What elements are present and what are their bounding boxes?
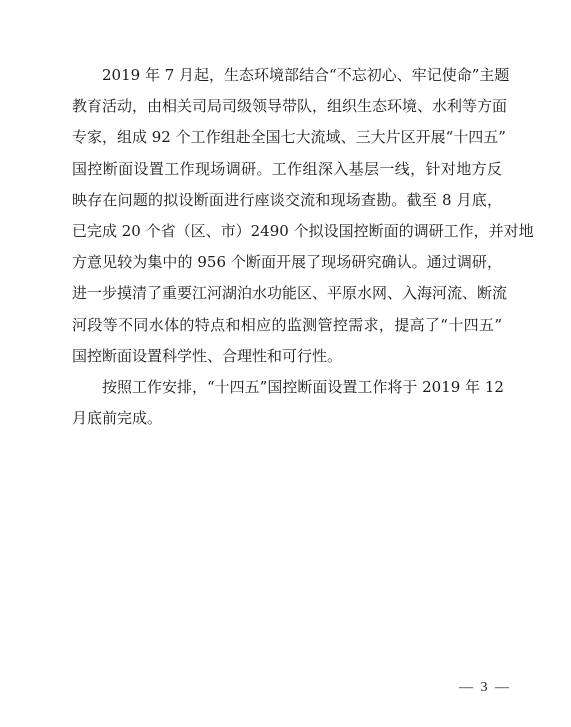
paragraph-line: 映存在问题的拟设断面进行座谈交流和现场查勘。截至 8 月底， bbox=[72, 190, 502, 209]
paragraph-line: 按照工作安排，“十四五”国控断面设置工作将于 2019 年 12 bbox=[102, 377, 504, 396]
page-number: — 3 — bbox=[459, 680, 511, 695]
paragraph-line: 教育活动，由相关司局司级领导带队，组织生态环境、水利等方面 bbox=[72, 97, 508, 116]
paragraph-line: 专家，组成 92 个工作组赴全国七大流域、三大片区开展“十四五” bbox=[72, 128, 506, 147]
paragraph-line: 已完成 20 个省（区、市）2490 个拟设国控断面的调研工作，并对地 bbox=[72, 221, 534, 240]
paragraph-line: 河段等不同水体的特点和相应的监测管控需求，提高了“十四五” bbox=[72, 315, 502, 334]
paragraph-line: 方意见较为集中的 956 个断面开展了现场研究确认。通过调研， bbox=[72, 253, 502, 272]
document-body bbox=[72, 60, 534, 434]
paragraph-1 bbox=[72, 60, 534, 372]
paragraph-line: 进一步摸清了重要江河湖泊水功能区、平原水网、入海河流、断流 bbox=[72, 284, 508, 303]
paragraph-line: 月底前完成。 bbox=[72, 409, 163, 428]
paragraph-line: 国控断面设置工作现场调研。工作组深入基层一线，针对地方反 bbox=[72, 159, 502, 178]
paragraph-line: 2019 年 7 月起，生态环境部结合“不忘初心、牢记使命”主题 bbox=[102, 66, 510, 84]
paragraph-2 bbox=[72, 372, 502, 434]
paragraph-line: 国控断面设置科学性、合理性和可行性。 bbox=[72, 346, 343, 365]
